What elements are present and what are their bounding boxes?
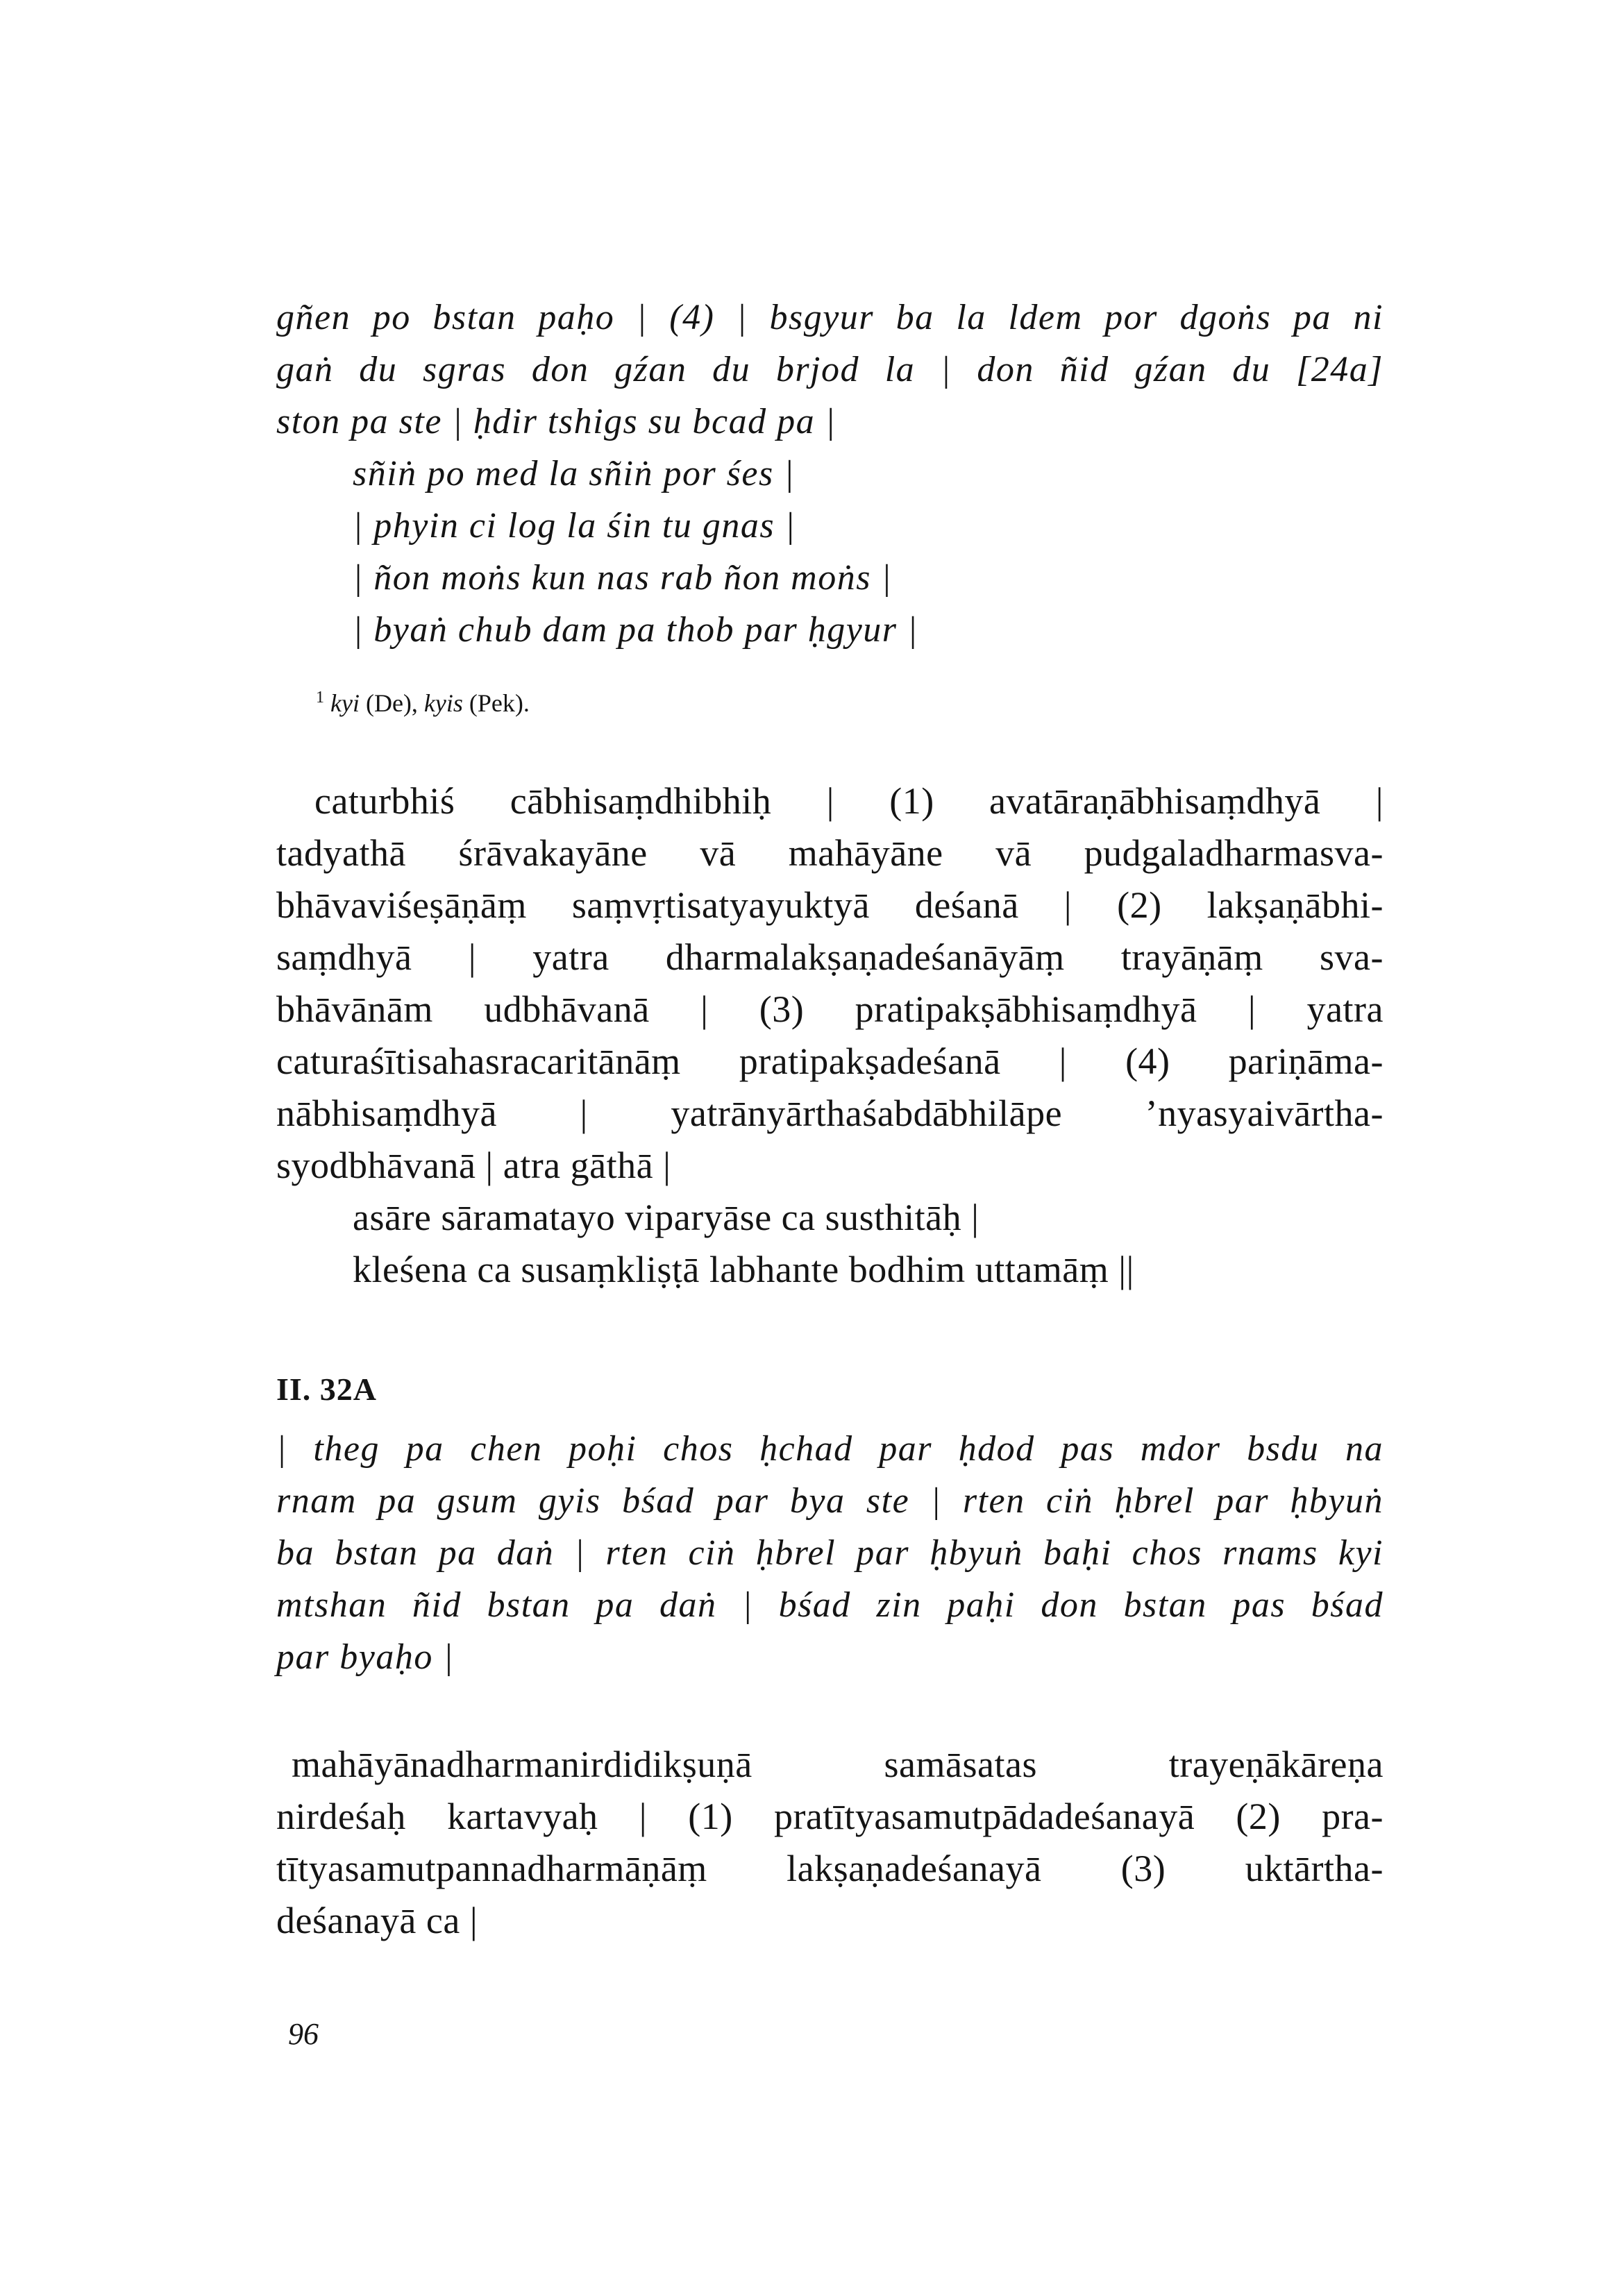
- tibetan-line: par byaḥo |: [276, 1637, 455, 1677]
- sanskrit-verse-line: kleśena ca susaṃkliṣṭā labhante bodhim uttamāṃ ||: [353, 1249, 1134, 1290]
- sanskrit-verse-line: asāre sāramatayo viparyāse ca susthitāḥ |: [353, 1197, 979, 1238]
- tibetan-line: rnam pa gsum gyis bśad par bya ste | rten ciṅ ḥbrel par ḥbyuṅ: [276, 1481, 1384, 1521]
- footnote-reading-de: kyi: [330, 689, 360, 717]
- sanskrit-line: tadyathā śrāvakayāne vā mahāyāne vā pudgaladharmasva-: [276, 832, 1384, 874]
- tibetan-line: ston pa ste | ḥdir tshigs su bcad pa |: [276, 402, 836, 441]
- sanskrit-line: syodbhāvanā | atra gāthā |: [276, 1145, 671, 1186]
- sanskrit-line: mahāyānadharmanirdidikṣuṇā samāsatas trayeṇākāreṇa: [292, 1744, 1384, 1785]
- sanskrit-line: nābhisaṃdhyā | yatrānyārthaśabdābhilāpe ’nyasyaivārtha-: [276, 1092, 1384, 1134]
- sanskrit-line: caturbhiś cābhisaṃdhibhiḥ | (1) avatāraṇābhisaṃdhyā |: [314, 780, 1384, 822]
- sanskrit-line: tītyasamutpannadharmāṇāṃ lakṣaṇadeśanayā (3) uktārtha-: [276, 1848, 1384, 1889]
- sanskrit-line: saṃdhyā | yatra dharmalakṣaṇadeśanāyāṃ trayāṇāṃ sva-: [276, 936, 1384, 978]
- footnote-source-pek: (Pek).: [462, 689, 530, 717]
- tibetan-line: mtshan ñid bstan pa daṅ | bśad zin paḥi don bstan pas bśad: [276, 1585, 1384, 1625]
- tibetan-passage-1: [276, 292, 1384, 656]
- tibetan-line: | theg pa chen poḥi chos ḥchad par ḥdod pas mdor bsdu na: [276, 1429, 1384, 1469]
- sanskrit-line: nirdeśaḥ kartavyaḥ | (1) pratītyasamutpādadeśanayā (2) pra-: [276, 1796, 1384, 1837]
- sanskrit-line: bhāvānām udbhāvanā | (3) pratipakṣābhisaṃdhyā | yatra: [276, 988, 1384, 1030]
- footnote: [316, 680, 1423, 720]
- footnote-number: 1: [316, 689, 324, 707]
- tibetan-line: gaṅ du sgras don gźan du brjod la | don ñid gźan du [24a]: [276, 350, 1384, 389]
- tibetan-verse-line: | phyin ci log la śin tu gnas |: [353, 506, 796, 546]
- tibetan-passage-2: [276, 1423, 1384, 1683]
- page-number: 96: [288, 2017, 319, 2051]
- sanskrit-line: deśanayā ca |: [276, 1900, 478, 1941]
- tibetan-verse-line: | ñon moṅs kun nas rab ñon moṅs |: [353, 558, 893, 598]
- footnote-source-de: (De),: [359, 689, 424, 717]
- footnote-reading-pek: kyis: [423, 689, 463, 717]
- tibetan-line: ba bstan pa daṅ | rten ciṅ ḥbrel par ḥbyuṅ baḥi chos rnams kyi: [276, 1533, 1384, 1573]
- sanskrit-passage-1: [276, 775, 1384, 1296]
- sanskrit-line: bhāvaviśeṣāṇāṃ saṃvṛtisatyayuktyā deśanā | (2) lakṣaṇābhi-: [276, 884, 1384, 926]
- sanskrit-line: caturaśītisahasracaritānāṃ pratipakṣadeśanā | (4) pariṇāma-: [276, 1040, 1384, 1082]
- section-heading: II. 32A: [276, 1371, 378, 1407]
- tibetan-verse-line: | byaṅ chub dam pa thob par ḥgyur |: [353, 610, 918, 650]
- tibetan-verse-line: sñiṅ po med la sñiṅ por śes |: [353, 454, 796, 493]
- sanskrit-passage-2: [276, 1739, 1384, 1947]
- tibetan-line: gñen po bstan paḥo | (4) | bsgyur ba la ldem por dgoṅs pa ni: [276, 298, 1384, 337]
